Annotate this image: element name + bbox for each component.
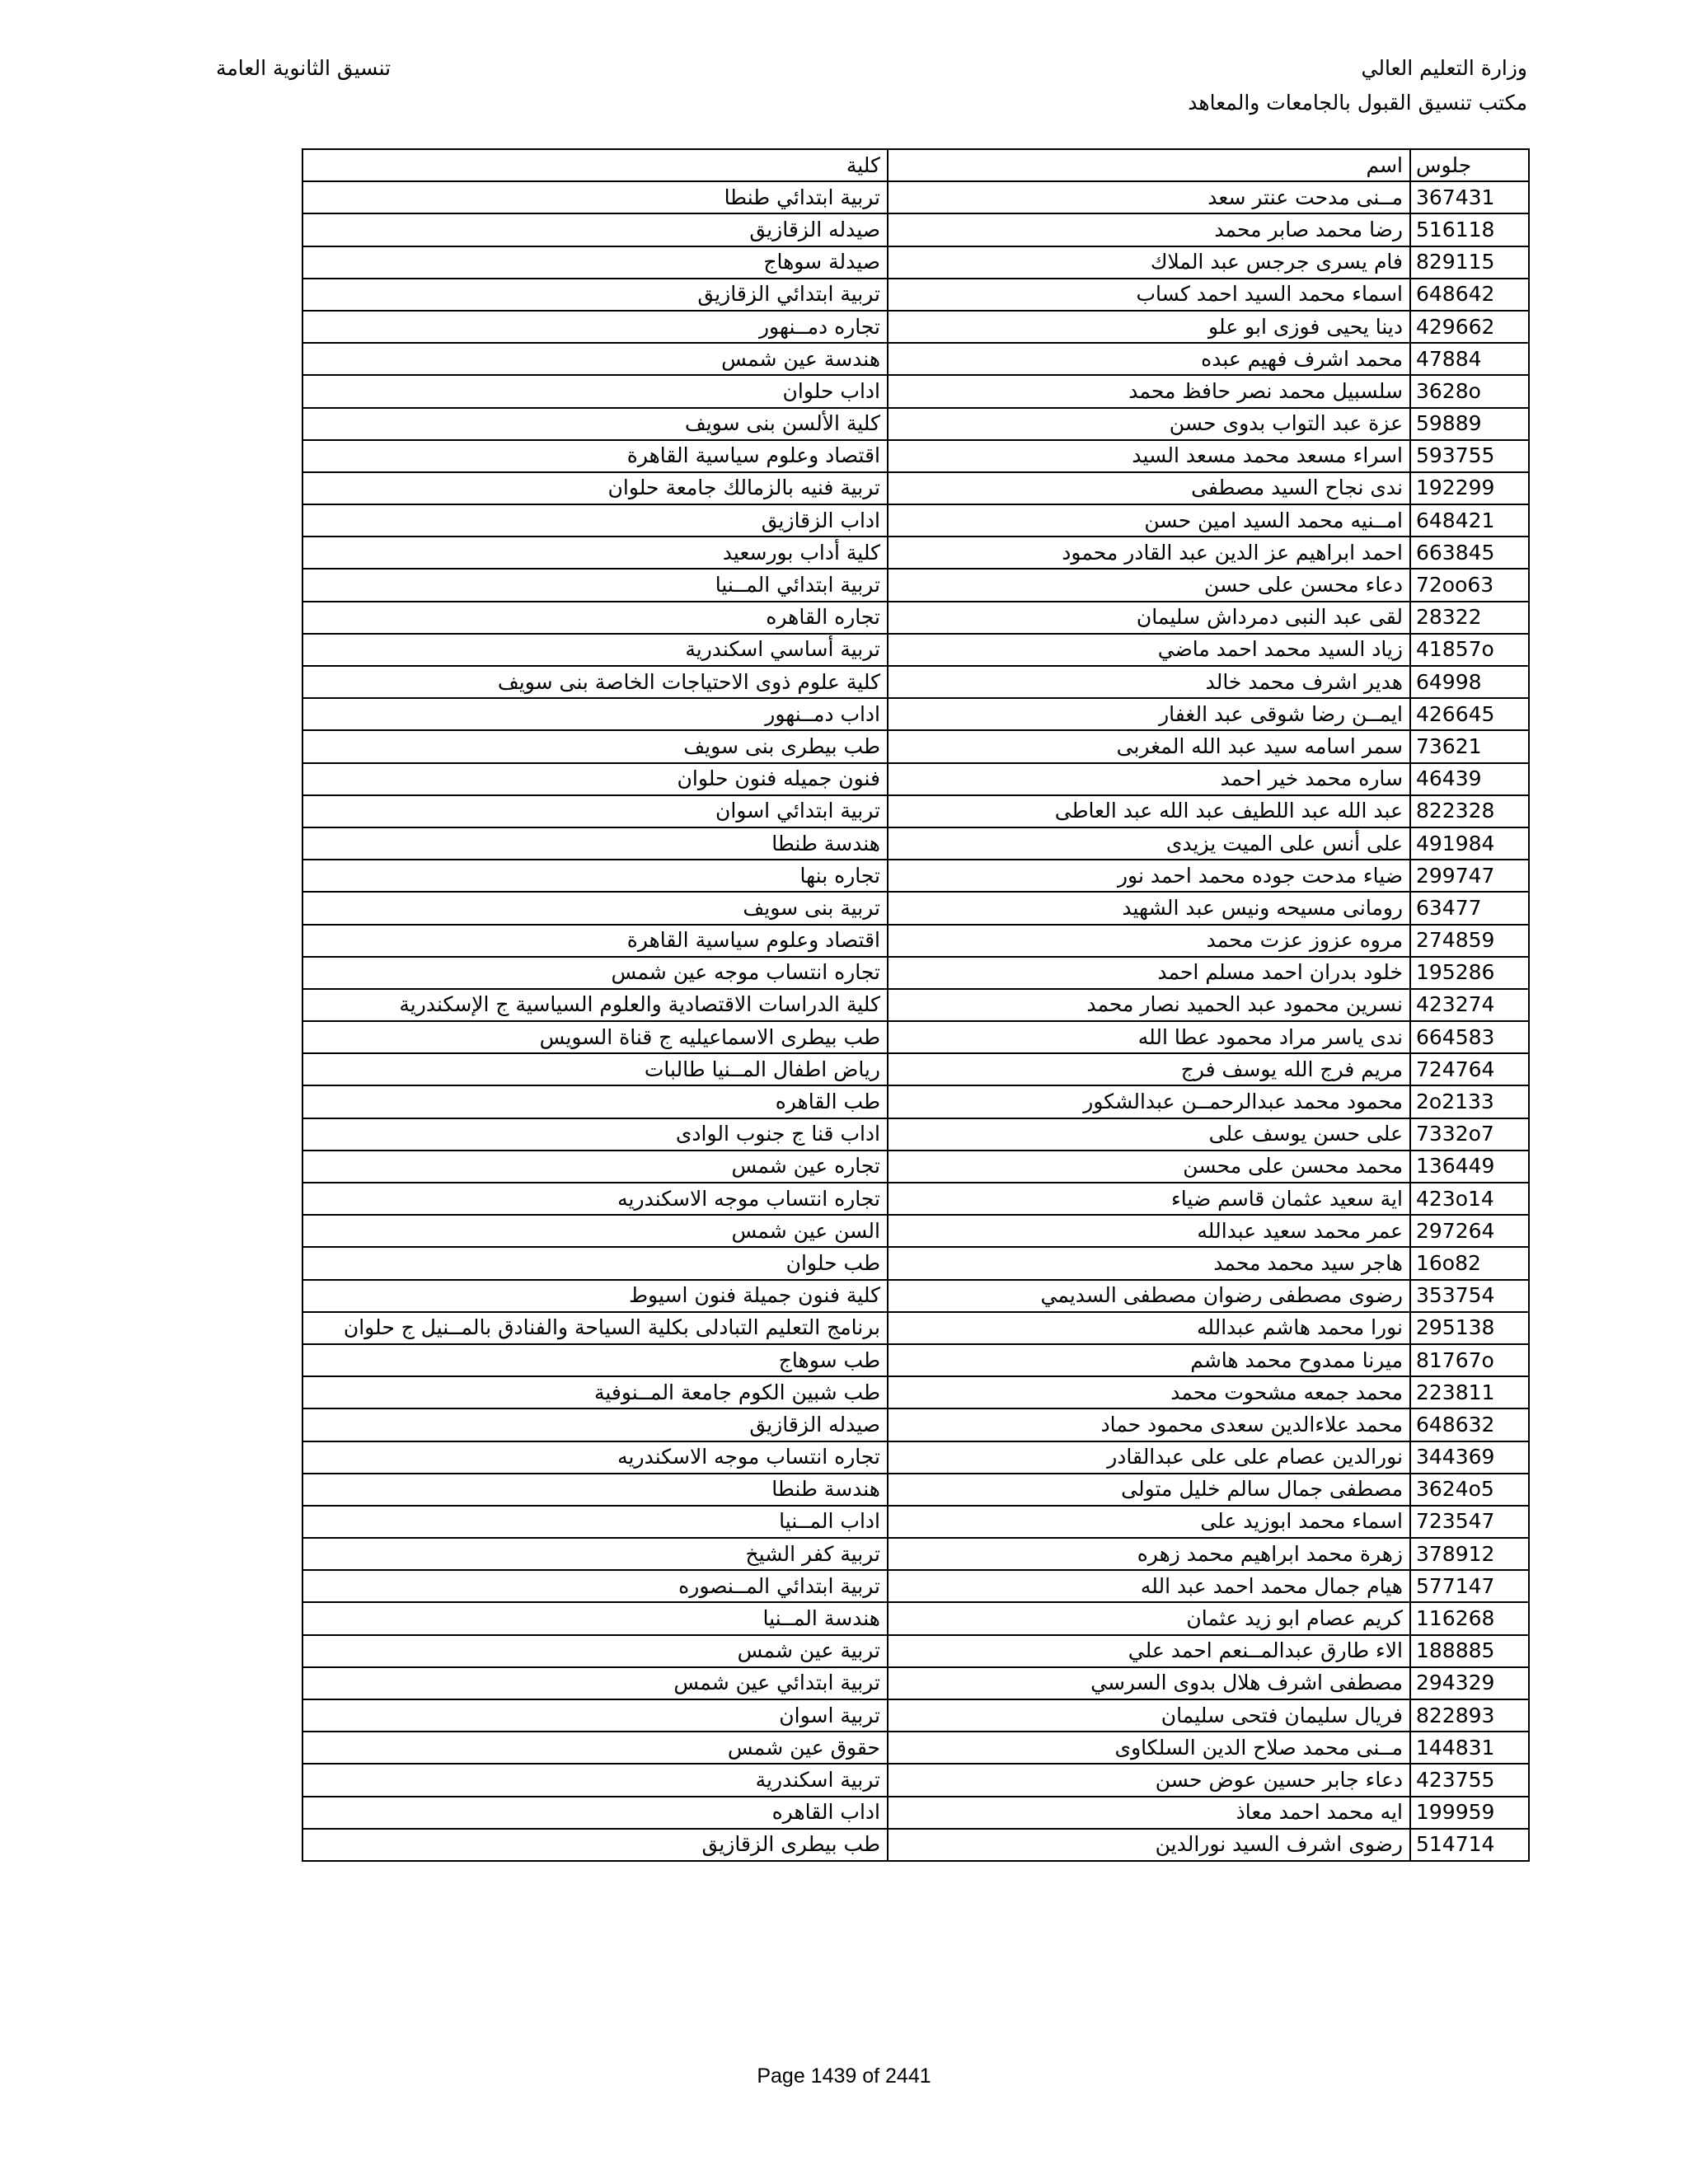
seat-number-cell: 81767o [1410, 1344, 1529, 1376]
seat-number-cell: 426645 [1410, 698, 1529, 730]
name-cell: فام يسرى جرجس عبد الملاك [888, 246, 1410, 279]
table-row [302, 343, 1529, 375]
table-row [302, 1829, 1529, 1861]
table-row [302, 569, 1529, 601]
faculty-cell: تربية عين شمس [302, 1635, 888, 1667]
table-row [302, 1183, 1529, 1215]
table-row [302, 1053, 1529, 1085]
seat-number-cell: 514714 [1410, 1829, 1529, 1861]
table-row [302, 1538, 1529, 1570]
faculty-cell: تربية اسوان [302, 1699, 888, 1732]
admission-results-table [302, 148, 1530, 1862]
seat-number-cell: 46439 [1410, 763, 1529, 795]
table-row [302, 504, 1529, 537]
table-row [302, 311, 1529, 343]
seat-number-cell: 274859 [1410, 925, 1529, 957]
name-cell: اسراء مسعد محمد مسعد السيد [888, 440, 1410, 472]
seat-number-cell: 822893 [1410, 1699, 1529, 1732]
faculty-cell: طب حلوان [302, 1247, 888, 1279]
page-header-ministry [785, 51, 1527, 120]
seat-number-cell: 577147 [1410, 1570, 1529, 1602]
table-row [302, 1570, 1529, 1602]
seat-number-cell: 822328 [1410, 795, 1529, 827]
name-cell: عزة عبد التواب بدوى حسن [888, 408, 1410, 440]
table-row [302, 1506, 1529, 1538]
name-cell: مــنى مدحت عنتر سعد [888, 181, 1410, 213]
table-row [302, 1764, 1529, 1796]
column-header-id: جلوس [1410, 149, 1529, 181]
name-cell: هيام جمال محمد احمد عبد الله [888, 1570, 1410, 1602]
name-cell: كريم عصام ابو زيد عثمان [888, 1602, 1410, 1634]
seat-number-cell: 663845 [1410, 537, 1529, 569]
table-row [302, 181, 1529, 213]
faculty-cell: اداب دمــنهور [302, 698, 888, 730]
seat-number-cell: 136449 [1410, 1151, 1529, 1183]
name-cell: محمد علاءالدين سعدى محمود حماد [888, 1408, 1410, 1441]
seat-number-cell: 199959 [1410, 1797, 1529, 1829]
name-cell: ندى نجاح السيد مصطفى [888, 472, 1410, 504]
faculty-cell: اقتصاد وعلوم سياسية القاهرة [302, 440, 888, 472]
seat-number-cell: 378912 [1410, 1538, 1529, 1570]
faculty-cell: تجاره انتساب موجه عين شمس [302, 957, 888, 989]
faculty-cell: تربية ابتدائي المــنيا [302, 569, 888, 601]
table-row [302, 1732, 1529, 1764]
faculty-cell: هندسة عين شمس [302, 343, 888, 375]
table-row [302, 1797, 1529, 1829]
name-cell: رضا محمد صابر محمد [888, 213, 1410, 246]
seat-number-cell: 295138 [1410, 1312, 1529, 1344]
seat-number-cell: 47884 [1410, 343, 1529, 375]
name-cell: هاجر سيد محمد محمد [888, 1247, 1410, 1279]
table-row [302, 1280, 1529, 1312]
seat-number-cell: 7332o7 [1410, 1118, 1529, 1151]
name-cell: نورا محمد هاشم عبدالله [888, 1312, 1410, 1344]
name-cell: زهرة محمد ابراهيم محمد زهره [888, 1538, 1410, 1570]
document-title: تنسيق الثانوية العامة [216, 56, 392, 80]
table-row [302, 1441, 1529, 1474]
faculty-cell: كلية الدراسات الاقتصادية والعلوم السياسية ج الإسكندرية [302, 989, 888, 1021]
faculty-cell: تجاره انتساب موجه الاسكندريه [302, 1441, 888, 1474]
table-row [302, 730, 1529, 762]
name-cell: مــنى محمد صلاح الدين السلكاوى [888, 1732, 1410, 1764]
seat-number-cell: 16o82 [1410, 1247, 1529, 1279]
table-row [302, 989, 1529, 1021]
seat-number-cell: 297264 [1410, 1215, 1529, 1247]
table-row [302, 925, 1529, 957]
table-row [302, 666, 1529, 698]
faculty-cell: تربية ابتدائي طنطا [302, 181, 888, 213]
table-row [302, 860, 1529, 892]
seat-number-cell: 64998 [1410, 666, 1529, 698]
faculty-cell: فنون جميله فنون حلوان [302, 763, 888, 795]
faculty-cell: السن عين شمس [302, 1215, 888, 1247]
seat-number-cell: 423o14 [1410, 1183, 1529, 1215]
faculty-cell: هندسة طنطا [302, 1474, 888, 1506]
faculty-cell: هندسة المــنيا [302, 1602, 888, 1634]
table-row [302, 1085, 1529, 1118]
seat-number-cell: 423755 [1410, 1764, 1529, 1796]
seat-number-cell: 73621 [1410, 730, 1529, 762]
name-cell: سلسبيل محمد نصر حافظ محمد [888, 375, 1410, 407]
name-cell: ميرنا ممدوح محمد هاشم [888, 1344, 1410, 1376]
seat-number-cell: 344369 [1410, 1441, 1529, 1474]
name-cell: محمد جمعه مشحوت محمد [888, 1376, 1410, 1408]
table-row [302, 602, 1529, 634]
name-cell: محمود محمد عبدالرحمــن عبدالشكور [888, 1085, 1410, 1118]
name-cell: الاء طارق عبدالمــنعم احمد علي [888, 1635, 1410, 1667]
table-row [302, 1247, 1529, 1279]
table-row [302, 408, 1529, 440]
seat-number-cell: 723547 [1410, 1506, 1529, 1538]
table-row [302, 634, 1529, 666]
table-row [302, 472, 1529, 504]
seat-number-cell: 367431 [1410, 181, 1529, 213]
faculty-cell: طب بيطرى الاسماعيليه ج قناة السويس [302, 1021, 888, 1053]
table-row [302, 375, 1529, 407]
name-cell: مصطفى جمال سالم خليل متولى [888, 1474, 1410, 1506]
table-row [302, 1376, 1529, 1408]
name-cell: احمد ابراهيم عز الدين عبد القادر محمود [888, 537, 1410, 569]
table-row [302, 957, 1529, 989]
faculty-cell: طب بيطرى الزقازيق [302, 1829, 888, 1861]
name-cell: مروه عزوز عزت محمد [888, 925, 1410, 957]
faculty-cell: تجاره القاهره [302, 602, 888, 634]
faculty-cell: تجاره دمــنهور [302, 311, 888, 343]
seat-number-cell: 353754 [1410, 1280, 1529, 1312]
faculty-cell: كلية علوم ذوى الاحتياجات الخاصة بنى سويف [302, 666, 888, 698]
name-cell: ساره محمد خير احمد [888, 763, 1410, 795]
name-cell: رضوى اشرف السيد نورالدين [888, 1829, 1410, 1861]
name-cell: مصطفى اشرف هلال بدوى السرسي [888, 1667, 1410, 1699]
name-cell: محمد اشرف فهيم عبده [888, 343, 1410, 375]
faculty-cell: كلية فنون جميلة فنون اسيوط [302, 1280, 888, 1312]
table-row [302, 827, 1529, 860]
seat-number-cell: 648421 [1410, 504, 1529, 537]
faculty-cell: تربية ابتدائي الزقازيق [302, 279, 888, 311]
seat-number-cell: 63477 [1410, 892, 1529, 924]
seat-number-cell: 188885 [1410, 1635, 1529, 1667]
name-cell: زياد السيد محمد احمد ماضي [888, 634, 1410, 666]
seat-number-cell: 423274 [1410, 989, 1529, 1021]
faculty-cell: تجاره عين شمس [302, 1151, 888, 1183]
name-cell: اسماء محمد ابوزيد على [888, 1506, 1410, 1538]
faculty-cell: تربية ابتدائي المــنصوره [302, 1570, 888, 1602]
faculty-cell: حقوق عين شمس [302, 1732, 888, 1764]
table-row [302, 1021, 1529, 1053]
table-row [302, 698, 1529, 730]
name-cell: محمد محسن على محسن [888, 1151, 1410, 1183]
seat-number-cell: 192299 [1410, 472, 1529, 504]
seat-number-cell: 3624o5 [1410, 1474, 1529, 1506]
table-header-row [302, 149, 1529, 181]
faculty-cell: اداب القاهره [302, 1797, 888, 1829]
table-row [302, 246, 1529, 279]
column-header-faculty: كلية [302, 149, 888, 181]
seat-number-cell: 516118 [1410, 213, 1529, 246]
page-number: Page 1439 of 2441 [757, 2064, 931, 2088]
name-cell: لقى عبد النبى دمرداش سليمان [888, 602, 1410, 634]
name-cell: ندى ياسر مراد محمود عطا الله [888, 1021, 1410, 1053]
name-cell: رضوى مصطفى رضوان مصطفى السديمي [888, 1280, 1410, 1312]
faculty-cell: تربية ابتدائي اسوان [302, 795, 888, 827]
faculty-cell: تجاره انتساب موجه الاسكندريه [302, 1183, 888, 1215]
faculty-cell: طب بيطرى بنى سويف [302, 730, 888, 762]
name-cell: عبد الله عبد اللطيف عبد الله عبد العاطى [888, 795, 1410, 827]
table-row [302, 279, 1529, 311]
faculty-cell: هندسة طنطا [302, 827, 888, 860]
name-cell: دعاء جابر حسين عوض حسن [888, 1764, 1410, 1796]
column-header-name: اسم [888, 149, 1410, 181]
faculty-cell: صيدلة سوهاج [302, 246, 888, 279]
name-cell: دعاء محسن على حسن [888, 569, 1410, 601]
seat-number-cell: 116268 [1410, 1602, 1529, 1634]
table-body [302, 149, 1529, 1861]
table-row [302, 1312, 1529, 1344]
seat-number-cell: 3628o [1410, 375, 1529, 407]
seat-number-cell: 299747 [1410, 860, 1529, 892]
seat-number-cell: 195286 [1410, 957, 1529, 989]
name-cell: هدير اشرف محمد خالد [888, 666, 1410, 698]
faculty-cell: تربية أساسي اسكندرية [302, 634, 888, 666]
seat-number-cell: 664583 [1410, 1021, 1529, 1053]
seat-number-cell: 593755 [1410, 440, 1529, 472]
seat-number-cell: 429662 [1410, 311, 1529, 343]
name-cell: اية سعيد عثمان قاسم ضياء [888, 1183, 1410, 1215]
faculty-cell: تربية بنى سويف [302, 892, 888, 924]
name-cell: على أنس على الميت يزيدى [888, 827, 1410, 860]
faculty-cell: صيدله الزقازيق [302, 213, 888, 246]
table-row [302, 1215, 1529, 1247]
faculty-cell: كلية الألسن بنى سويف [302, 408, 888, 440]
table-row [302, 1151, 1529, 1183]
table-row [302, 1118, 1529, 1151]
table-row [302, 1635, 1529, 1667]
table-row [302, 763, 1529, 795]
faculty-cell: اقتصاد وعلوم سياسية القاهرة [302, 925, 888, 957]
name-cell: رومانى مسيحه ونيس عبد الشهيد [888, 892, 1410, 924]
table-row [302, 892, 1529, 924]
name-cell: دينا يحيى فوزى ابو علو [888, 311, 1410, 343]
name-cell: ايمــن رضا شوقى عبد الغفار [888, 698, 1410, 730]
faculty-cell: صيدله الزقازيق [302, 1408, 888, 1441]
page-header-title [216, 51, 546, 86]
seat-number-cell: 41857o [1410, 634, 1529, 666]
name-cell: نورالدين عصام على على عبدالقادر [888, 1441, 1410, 1474]
office-name: مكتب تنسيق القبول بالجامعات والمعاهد [1188, 91, 1527, 115]
name-cell: امــنيه محمد السيد امين حسن [888, 504, 1410, 537]
seat-number-cell: 2o2133 [1410, 1085, 1529, 1118]
table-row [302, 1474, 1529, 1506]
name-cell: فريال سليمان فتحى سليمان [888, 1699, 1410, 1732]
table-row [302, 795, 1529, 827]
seat-number-cell: 294329 [1410, 1667, 1529, 1699]
table-row [302, 440, 1529, 472]
table-row [302, 1602, 1529, 1634]
faculty-cell: طب شبين الكوم جامعة المــنوفية [302, 1376, 888, 1408]
table-row [302, 537, 1529, 569]
faculty-cell: رياض اطفال المــنيا طالبات [302, 1053, 888, 1085]
seat-number-cell: 28322 [1410, 602, 1529, 634]
table-row [302, 1699, 1529, 1732]
faculty-cell: تربية كفر الشيخ [302, 1538, 888, 1570]
name-cell: مريم فرج الله يوسف فرج [888, 1053, 1410, 1085]
seat-number-cell: 648642 [1410, 279, 1529, 311]
name-cell: ايه محمد احمد معاذ [888, 1797, 1410, 1829]
table-row [302, 1667, 1529, 1699]
faculty-cell: اداب حلوان [302, 375, 888, 407]
name-cell: عمر محمد سعيد عبدالله [888, 1215, 1410, 1247]
name-cell: سمر اسامه سيد عبد الله المغربى [888, 730, 1410, 762]
seat-number-cell: 144831 [1410, 1732, 1529, 1764]
faculty-cell: طب القاهره [302, 1085, 888, 1118]
name-cell: ضياء مدحت جوده محمد احمد نور [888, 860, 1410, 892]
faculty-cell: اداب المــنيا [302, 1506, 888, 1538]
name-cell: نسرين محمود عبد الحميد نصار محمد [888, 989, 1410, 1021]
faculty-cell: تربية ابتدائي عين شمس [302, 1667, 888, 1699]
seat-number-cell: 59889 [1410, 408, 1529, 440]
faculty-cell: اداب قنا ج جنوب الوادى [302, 1118, 888, 1151]
faculty-cell: تربية اسكندرية [302, 1764, 888, 1796]
faculty-cell: تربية فنيه بالزمالك جامعة حلوان [302, 472, 888, 504]
faculty-cell: طب سوهاج [302, 1344, 888, 1376]
faculty-cell: كلية أداب بورسعيد [302, 537, 888, 569]
seat-number-cell: 491984 [1410, 827, 1529, 860]
seat-number-cell: 724764 [1410, 1053, 1529, 1085]
name-cell: على حسن يوسف على [888, 1118, 1410, 1151]
table-row [302, 213, 1529, 246]
ministry-name: وزارة التعليم العالي [1361, 56, 1527, 80]
name-cell: اسماء محمد السيد احمد كساب [888, 279, 1410, 311]
seat-number-cell: 648632 [1410, 1408, 1529, 1441]
seat-number-cell: 72oo63 [1410, 569, 1529, 601]
faculty-cell: اداب الزقازيق [302, 504, 888, 537]
faculty-cell: برنامج التعليم التبادلى بكلية السياحة والفنادق بالمــنيل ج حلوان [302, 1312, 888, 1344]
seat-number-cell: 829115 [1410, 246, 1529, 279]
table-row [302, 1408, 1529, 1441]
seat-number-cell: 223811 [1410, 1376, 1529, 1408]
faculty-cell: تجاره بنها [302, 860, 888, 892]
table-row [302, 1344, 1529, 1376]
name-cell: خلود بدران احمد مسلم احمد [888, 957, 1410, 989]
